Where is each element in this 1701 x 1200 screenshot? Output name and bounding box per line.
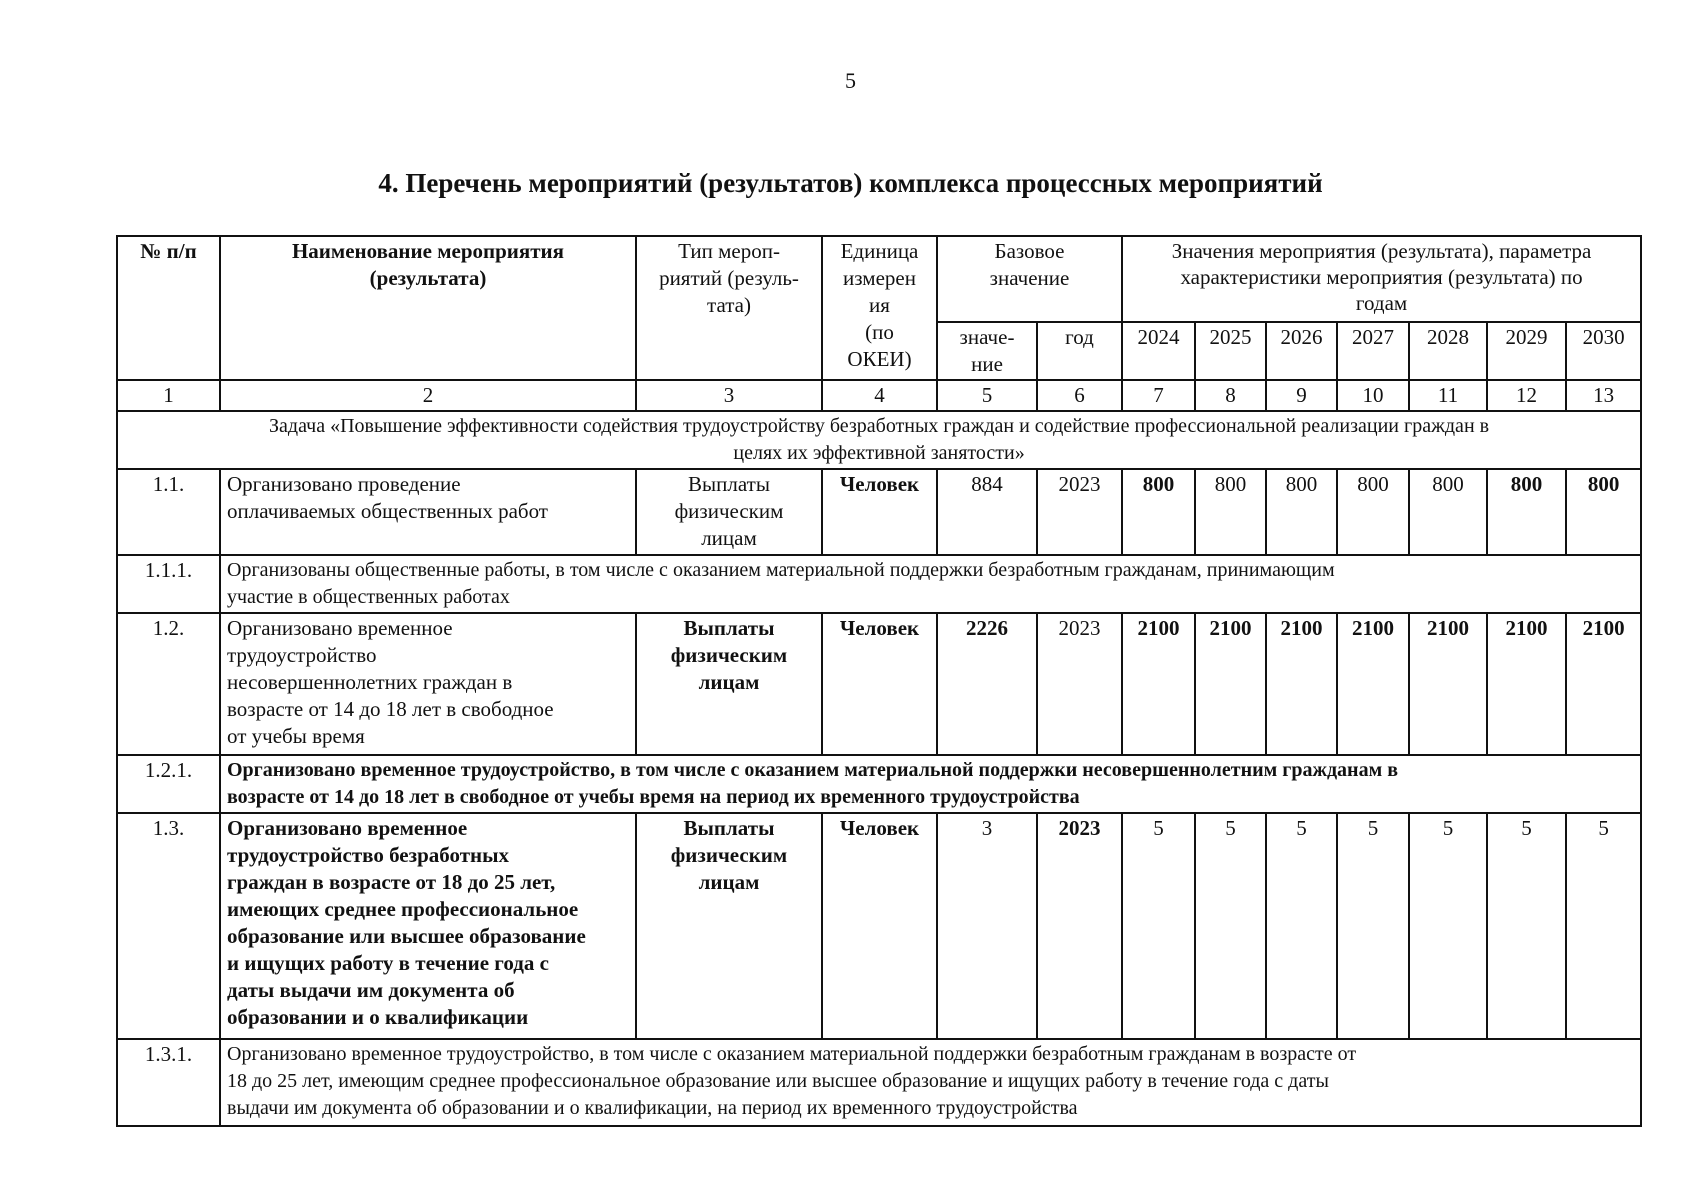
sub-measure-text (220, 1039, 1641, 1126)
measure-name-line: даты выдачи им документа об (227, 978, 515, 1002)
header-values-line: годам (1355, 291, 1408, 315)
measure-base-value: 3 (937, 813, 1037, 1039)
measure-type (636, 613, 822, 755)
header-values (1122, 236, 1641, 322)
column-number: 12 (1487, 380, 1566, 411)
measure-year-value: 2100 (1195, 613, 1266, 755)
column-number-row (117, 380, 1641, 411)
measure-type (636, 813, 822, 1039)
sub-measure-text (220, 755, 1641, 813)
sub-measure-row (117, 1039, 1641, 1126)
measure-year-value: 5 (1195, 813, 1266, 1039)
sub-measure-row (117, 755, 1641, 813)
measure-name-line: оплачиваемых общественных работ (227, 499, 548, 523)
measure-unit: Человек (822, 469, 937, 555)
measure-year-value: 2100 (1266, 613, 1337, 755)
measure-type (636, 469, 822, 555)
measure-name-line: трудоустройство безработных (227, 843, 510, 867)
measure-num: 1.3. (117, 813, 220, 1039)
header-name-line: (результата) (369, 266, 487, 290)
measure-name (220, 813, 636, 1039)
header-values-line: Значения мероприятия (результата), параметра (1171, 239, 1592, 263)
header-year: 2026 (1266, 322, 1337, 380)
sub-measure-line: Организовано временное трудоустройство, в том числе с оказанием материальной поддержки несовершеннолетним гражданам в (227, 759, 1399, 781)
measure-type-line: лицам (701, 526, 757, 550)
header-year: 2029 (1487, 322, 1566, 380)
header-year: 2024 (1122, 322, 1195, 380)
header-base (937, 236, 1122, 322)
column-number: 1 (117, 380, 220, 411)
measure-year-value: 5 (1409, 813, 1487, 1039)
measure-base-year: 2023 (1037, 613, 1122, 755)
measure-year-value: 5 (1337, 813, 1409, 1039)
measure-base-value: 2226 (937, 613, 1037, 755)
measure-year-value: 800 (1487, 469, 1566, 555)
header-year: 2028 (1409, 322, 1487, 380)
column-number: 11 (1409, 380, 1487, 411)
header-num (117, 236, 220, 380)
header-unit-line: измерен (843, 266, 916, 290)
measure-type-line: физическим (674, 499, 784, 523)
measure-num: 1.2. (117, 613, 220, 755)
column-number: 13 (1566, 380, 1641, 411)
header-unit (822, 236, 937, 380)
header-unit-line: Единица (840, 239, 919, 263)
measure-name-line: возрасте от 14 до 18 лет в свободное (227, 697, 554, 721)
column-number: 2 (220, 380, 636, 411)
measure-base-year: 2023 (1037, 469, 1122, 555)
measure-row (117, 613, 1641, 755)
measure-year-value: 2100 (1487, 613, 1566, 755)
column-number: 4 (822, 380, 937, 411)
header-type-line: риятий (резуль- (659, 266, 799, 290)
measure-year-value: 800 (1566, 469, 1641, 555)
measure-unit: Человек (822, 613, 937, 755)
header-unit-line: (по (865, 320, 894, 344)
column-number: 5 (937, 380, 1037, 411)
header-year: 2027 (1337, 322, 1409, 380)
measure-name-line: граждан в возрасте от 18 до 25 лет, (227, 870, 556, 894)
measure-num: 1.1. (117, 469, 220, 555)
header-unit-line: ия (869, 293, 890, 317)
measure-name-line: Организовано временное (227, 616, 453, 640)
section-title: 4. Перечень мероприятий (результатов) комплекса процессных мероприятий (378, 168, 1323, 198)
header-values-line: характеристики мероприятия (результата) по (1180, 265, 1583, 289)
header-year: 2030 (1566, 322, 1641, 380)
column-number: 10 (1337, 380, 1409, 411)
measure-name-line: образовании и о квалификации (227, 1005, 529, 1029)
measure-year-value: 800 (1337, 469, 1409, 555)
measure-type-line: Выплаты (683, 816, 775, 840)
measure-year-value: 2100 (1122, 613, 1195, 755)
measure-name-line: трудоустройство (227, 643, 377, 667)
sub-measure-line: Организованы общественные работы, в том числе с оказанием материальной поддержки безработным гражданам, принимающим (227, 559, 1335, 581)
measure-unit: Человек (822, 813, 937, 1039)
sub-measure-text (220, 555, 1641, 613)
header-num-text: № п/п (140, 239, 197, 263)
header-base-year: год (1037, 322, 1122, 380)
measure-year-value: 5 (1487, 813, 1566, 1039)
measure-year-value: 2100 (1337, 613, 1409, 755)
sub-measure-line: возрасте от 14 до 18 лет в свободное от учебы время на период их временного трудоустройства (227, 786, 1080, 808)
measure-row (117, 813, 1641, 1039)
header-base-value-line: значе- (959, 325, 1015, 349)
measure-year-value: 800 (1122, 469, 1195, 555)
header-base-line: Базовое (994, 239, 1065, 263)
header-base-line: значение (989, 266, 1070, 290)
header-name (220, 236, 636, 380)
measure-type-line: физическим (670, 843, 788, 867)
measure-name-line: Организовано временное (227, 816, 468, 840)
measure-name-line: Организовано проведение (227, 472, 461, 496)
measure-base-value: 884 (937, 469, 1037, 555)
measure-year-value: 800 (1266, 469, 1337, 555)
measure-year-value: 5 (1266, 813, 1337, 1039)
measure-type-line: Выплаты (683, 616, 775, 640)
sub-measure-line: Организовано временное трудоустройство, в том числе с оказанием материальной поддержки безработным гражданам в возрасте от (227, 1043, 1357, 1065)
header-unit-line: ОКЕИ) (847, 347, 912, 371)
measure-year-value: 800 (1195, 469, 1266, 555)
header-year: 2025 (1195, 322, 1266, 380)
task-cell (117, 411, 1641, 469)
sub-measure-num: 1.3.1. (117, 1039, 220, 1126)
measure-name-line: имеющих среднее профессиональное (227, 897, 579, 921)
measures-table (116, 235, 1642, 1127)
column-number: 9 (1266, 380, 1337, 411)
measure-year-value: 5 (1566, 813, 1641, 1039)
task-line: Задача «Повышение эффективности содействия трудоустройству безработных граждан и содействие профессиональной реализации граждан в (269, 415, 1490, 437)
measure-type-line: лицам (698, 670, 760, 694)
sub-measure-line: выдачи им документа об образовании и о квалификации, на период их временного трудоустройства (227, 1097, 1078, 1119)
sub-measure-row (117, 555, 1641, 613)
task-line: целях их эффективной занятости» (733, 442, 1025, 464)
measure-year-value: 2100 (1409, 613, 1487, 755)
column-number: 7 (1122, 380, 1195, 411)
measure-name (220, 613, 636, 755)
measure-type-line: лицам (698, 870, 760, 894)
column-number: 3 (636, 380, 822, 411)
sub-measure-num: 1.2.1. (117, 755, 220, 813)
column-number: 6 (1037, 380, 1122, 411)
measure-year-value: 5 (1122, 813, 1195, 1039)
measure-type-line: физическим (670, 643, 788, 667)
measure-year-value: 2100 (1566, 613, 1641, 755)
sub-measure-num: 1.1.1. (117, 555, 220, 613)
header-type (636, 236, 822, 380)
measure-year-value: 800 (1409, 469, 1487, 555)
header-row-1 (117, 236, 1641, 322)
measure-type-line: Выплаты (688, 472, 770, 496)
measure-name (220, 469, 636, 555)
measure-name-line: образование или высшее образование (227, 924, 586, 948)
sub-measure-line: 18 до 25 лет, имеющим среднее профессиональное образование или высшее образование и ищущих работу в течение года с даты (227, 1070, 1329, 1092)
measure-name-line: несовершеннолетних граждан в (227, 670, 513, 694)
measure-base-year: 2023 (1037, 813, 1122, 1039)
measure-row (117, 469, 1641, 555)
sub-measure-line: участие в общественных работах (227, 586, 510, 608)
measure-name-line: и ищущих работу в течение года с (227, 951, 549, 975)
header-type-line: тата) (707, 293, 751, 317)
task-row (117, 411, 1641, 469)
header-base-value-line: ние (971, 352, 1003, 376)
header-type-line: Тип мероп- (678, 239, 780, 263)
header-name-line: Наименование мероприятия (291, 239, 565, 263)
page-number: 5 (845, 68, 856, 93)
header-base-value (937, 322, 1037, 380)
measure-name-line: от учебы время (227, 724, 365, 748)
column-number: 8 (1195, 380, 1266, 411)
